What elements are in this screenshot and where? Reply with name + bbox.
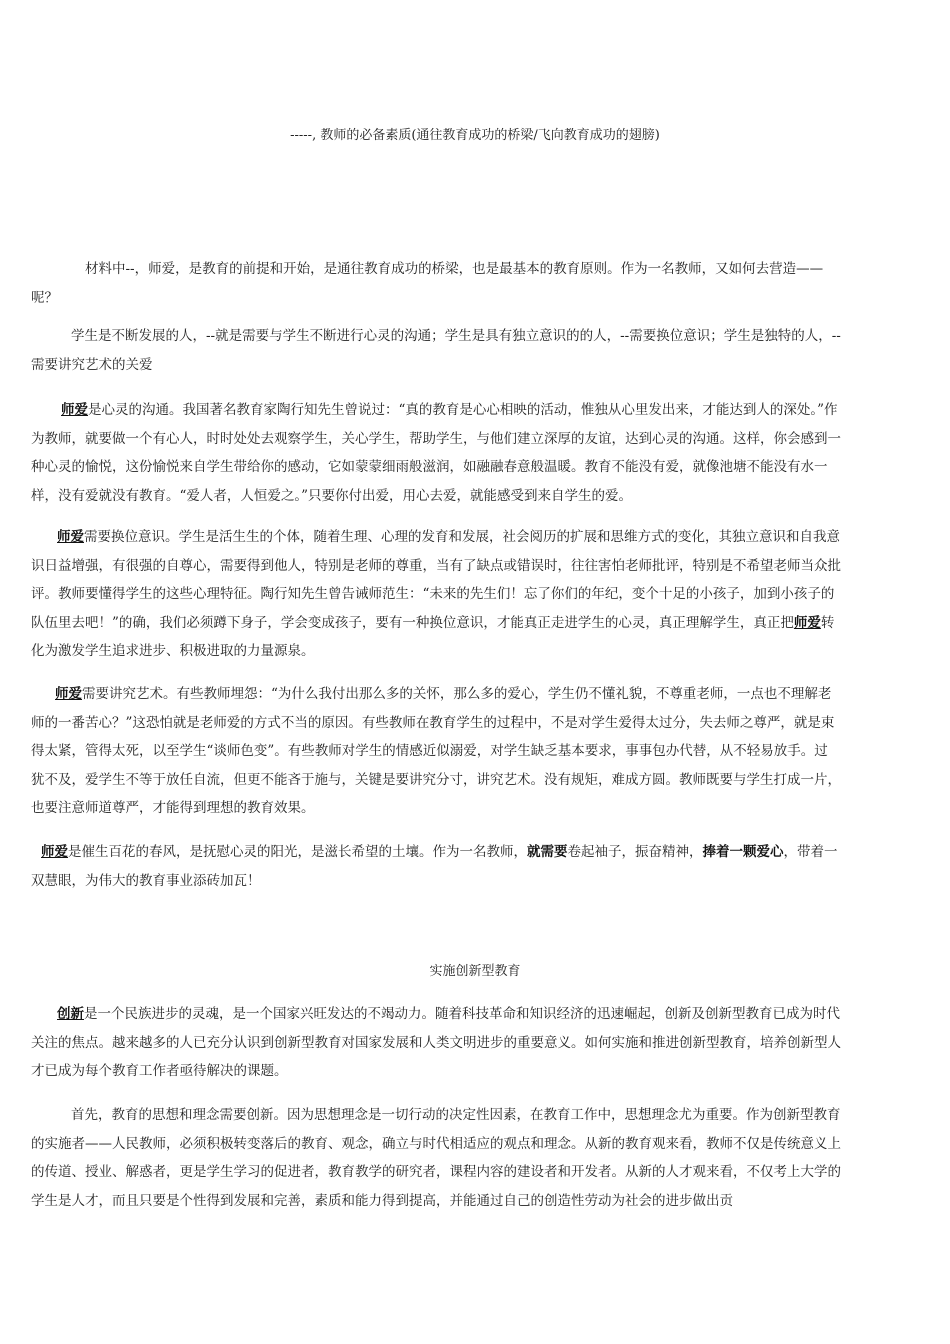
bold-need: 就需要 — [527, 844, 568, 860]
section-heading-teacher-qualities: -----, 教师的必备素质(通往教育成功的桥梁/飞向教育成功的翅膀) — [290, 128, 660, 143]
paragraph-innovation-ideas-text: 首先，教育的思想和理念需要创新。因为思想理念是一切行动的决定性因素，在教育工作中，思想理念尤为重要。作为创新型教育的实施者——人民教师，必须积极转变落后的教育、观念，确立与时代相适应的观点和理念。从新的教育观来看，教师不仅是传统意义上的传道、授业、解惑者，更是学生学习的促进者，教育教学的研究者，课程内容的建设者和开发者。从新的人才观来看，不仅考上大学的学生是人才，而且只要是个性得到发展和完善，素质和能力得到提高，并能通过自己的创造性劳动为社会的进步做出贡 — [31, 1107, 841, 1209]
paragraph-art-of-love-text: 需要讲究艺术。有些教师埋怨：“为什么我付出那么多的关怀，那么多的爱心，学生仍不懂礼貌，不尊重老师，一点也不理解老师的一番苦心？”这恐怕就是老师爱的方式不当的原因。有些教师在教育学生的过程中，不是对学生爱得太过分，失去师之尊严，就是束得太紧，管得太死，以至学生“谈师色变”。有些教师对学生的情感近似溺爱，对学生缺乏基本要求，事事包办代替，从不轻易放手。过犹不及，爱学生不等于放任自流，但更不能吝于施与，关键是要讲究分寸，讲究艺术。没有规矩，难成方圆。教师既要与学生打成一片，也要注意师道尊严，才能得到理想的教育效果。 — [31, 686, 841, 816]
paragraph-intro — [31, 255, 841, 312]
keyword-teacher-love: 师爱 — [41, 844, 68, 860]
keyword-teacher-love: 师爱 — [793, 614, 821, 631]
paragraph-conclusion — [31, 838, 841, 895]
keyword-teacher-love: 师爱 — [61, 402, 88, 418]
paragraph-innovation-intro-text: 是一个民族进步的灵魂，是一个国家兴旺发达的不竭动力。随着科技革命和知识经济的迅速崛起，创新及创新型教育已成为时代关注的焦点。越来越多的人已充分认识到创新型教育对国家发展和人类文明进步的重要意义。如何实施和推进创新型教育，培养创新型人才已成为每个教育工作者亟待解决的课题。 — [31, 1006, 841, 1079]
paragraph-innovation-ideas — [31, 1101, 841, 1213]
paragraph-heart-communication-text: 是心灵的沟通。我国著名教育家陶行知先生曾说过：“真的教育是心心相映的活动，惟独从心里发出来，才能达到人的深处。”作为教师，就要做一个有心人，时时处处去观察学生，关心学生，帮助学生，与他们建立深厚的友谊，达到心灵的沟通。这样，你会感到一种心灵的愉悦，这份愉悦来自学生带给你的感动，它如蒙蒙细雨般滋润，如融融春意般温暖。教育不能没有爱，就像池塘不能没有水一样，没有爱就没有教育。“爱人者，人恒爱之。”只要你付出爱，用心去爱，就能感受到来自学生的爱。 — [31, 402, 841, 504]
bold-loving-heart: 捧着一颗爱心 — [702, 844, 784, 860]
keyword-teacher-love: 师爱 — [55, 686, 82, 702]
paragraph-empathy — [31, 523, 841, 666]
paragraph-heart-communication — [31, 396, 841, 510]
paragraph-conclusion-text-a: 是催生百花的春风，是抚慰心灵的阳光，是滋长希望的土壤。作为一名教师， — [68, 844, 527, 860]
paragraph-empathy-text-b: 转化为激发学生追求进步、积极进取的力量源泉。 — [31, 614, 835, 659]
paragraph-art-of-love — [31, 680, 841, 823]
keyword-innovation: 创新 — [57, 1006, 84, 1022]
paragraph-empathy-text-a: 需要换位意识。学生是活生生的个体，随着生理、心理的发育和发展，社会阅历的扩展和思维方式的变化，其独立意识和自我意识日益增强，有很强的自尊心，需要得到他人，特别是老师的尊重，当有了缺点或错误时，往往害怕老师批评，特别是不希望老师当众批评。教师要懂得学生的这些心理特征。陶行知先生曾告诫师范生：“未来的先生们！忘了你们的年纪，变个十足的小孩子，加到小孩子的队伍里去吧！”的确，我们必须蹲下身子，学会变成孩子，要有一种换位意识，才能真正走进学生的心灵，真正理解学生，真正把 — [31, 529, 841, 631]
paragraph-student-development — [31, 322, 841, 379]
paragraph-intro-text: 材料中--，师爱，是教育的前提和开始，是通往教育成功的桥梁，也是最基本的教育原则。作为一名教师，又如何去营造——呢？ — [31, 261, 824, 306]
paragraph-conclusion-text-c: ，带着一双慧眼，为伟大的教育事业添砖加瓦！ — [31, 844, 838, 889]
keyword-teacher-love: 师爱 — [57, 529, 84, 545]
paragraph-conclusion-text-b: 卷起袖子，振奋精神， — [567, 844, 703, 860]
paragraph-innovation-intro — [31, 1000, 841, 1086]
paragraph-student-development-text: 学生是不断发展的人，--就是需要与学生不断进行心灵的沟通；学生是具有独立意识的的人，--需要换位意识；学生是独特的人，--需要讲究艺术的关爱 — [31, 328, 841, 373]
section-heading-innovation: 实施创新型教育 — [429, 964, 521, 979]
